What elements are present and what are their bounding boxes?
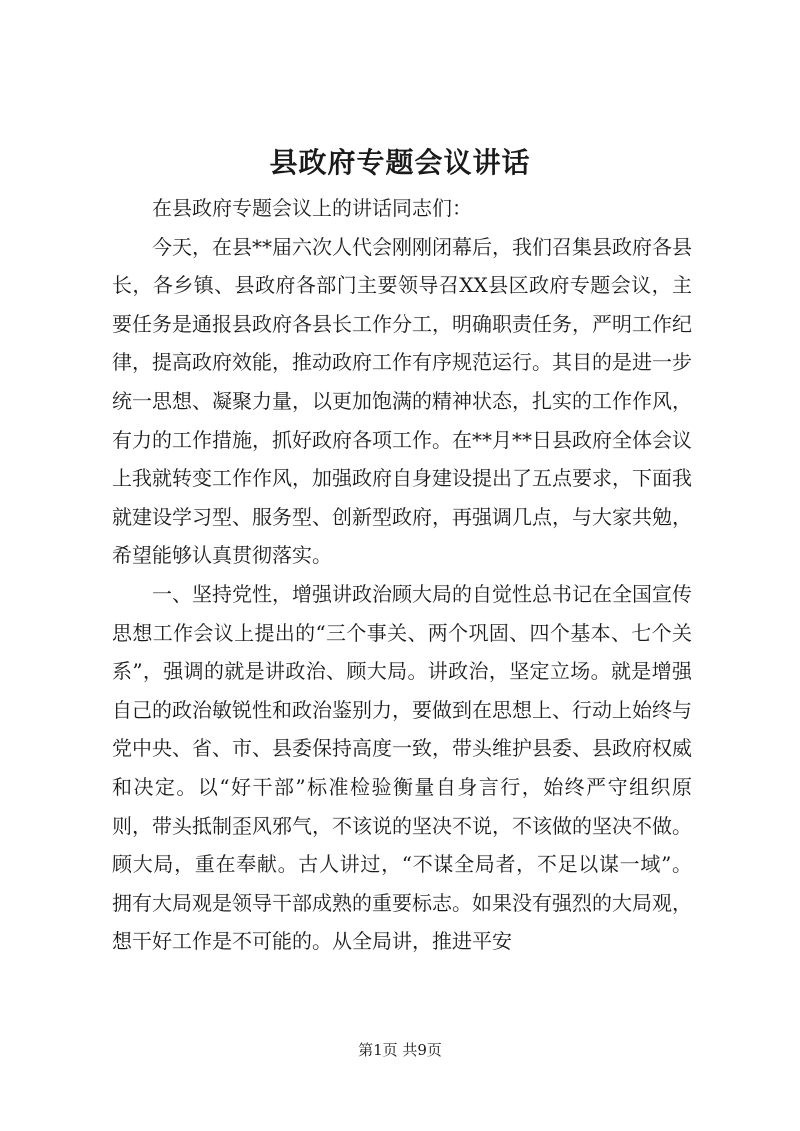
paragraph-salutation: 在县政府专题会议上的讲话同志们： [152,196,472,220]
paragraph-section-one: 一、坚持党性，增强讲政治顾大局的自觉性总书记在全国宣传思想工作会议上提出的“三个事关、两个巩固、四个基本、七个关系”，强调的就是讲政治、顾大局。讲政治，坚定立场。就是增强自己的政治敏锐性和政治鉴别力，要做到在思想上、行动上始终与党中央、省、市、县委保持高度一致，带头维护县委、县政府权威和决定。以“好干部”标准检验衡量自身言行，始终严守组织原则，带头抵制歪风邪气，不该说的坚决不说，不该做的坚决不做。顾大局，重在奉献。古人讲过，“不谋全局者，不足以谋一域”。拥有大局观是领导干部成熟的重要标志。如果没有强烈的大局观，想干好工作是不可能的。从全局讲，推进平安 [112,581,692,954]
page-footer: 第1页 共9页 [358,1041,442,1059]
paragraph-introduction: 今天，在县**届六次人代会刚刚闭幕后，我们召集县政府各县长，各乡镇、县政府各部门主要领导召XX县区政府专题会议，主要任务是通报县政府各县长工作分工，明确职责任务，严明工作纪律，提高政府效能，推动政府工作有序规范运行。其目的是进一步统一思想、凝聚力量，以更加饱满的精神状态，扎实的工作作风，有力的工作措施，抓好政府各项工作。在**月**日县政府全体会议上我就转变工作作风，加强政府自身建设提出了五点要求，下面我就建设学习型、服务型、创新型政府，再强调几点，与大家共勉，希望能够认真贯彻落实。 [112,234,692,568]
document-body [112,189,692,961]
document-title: 县政府专题会议讲话 [269,146,531,179]
